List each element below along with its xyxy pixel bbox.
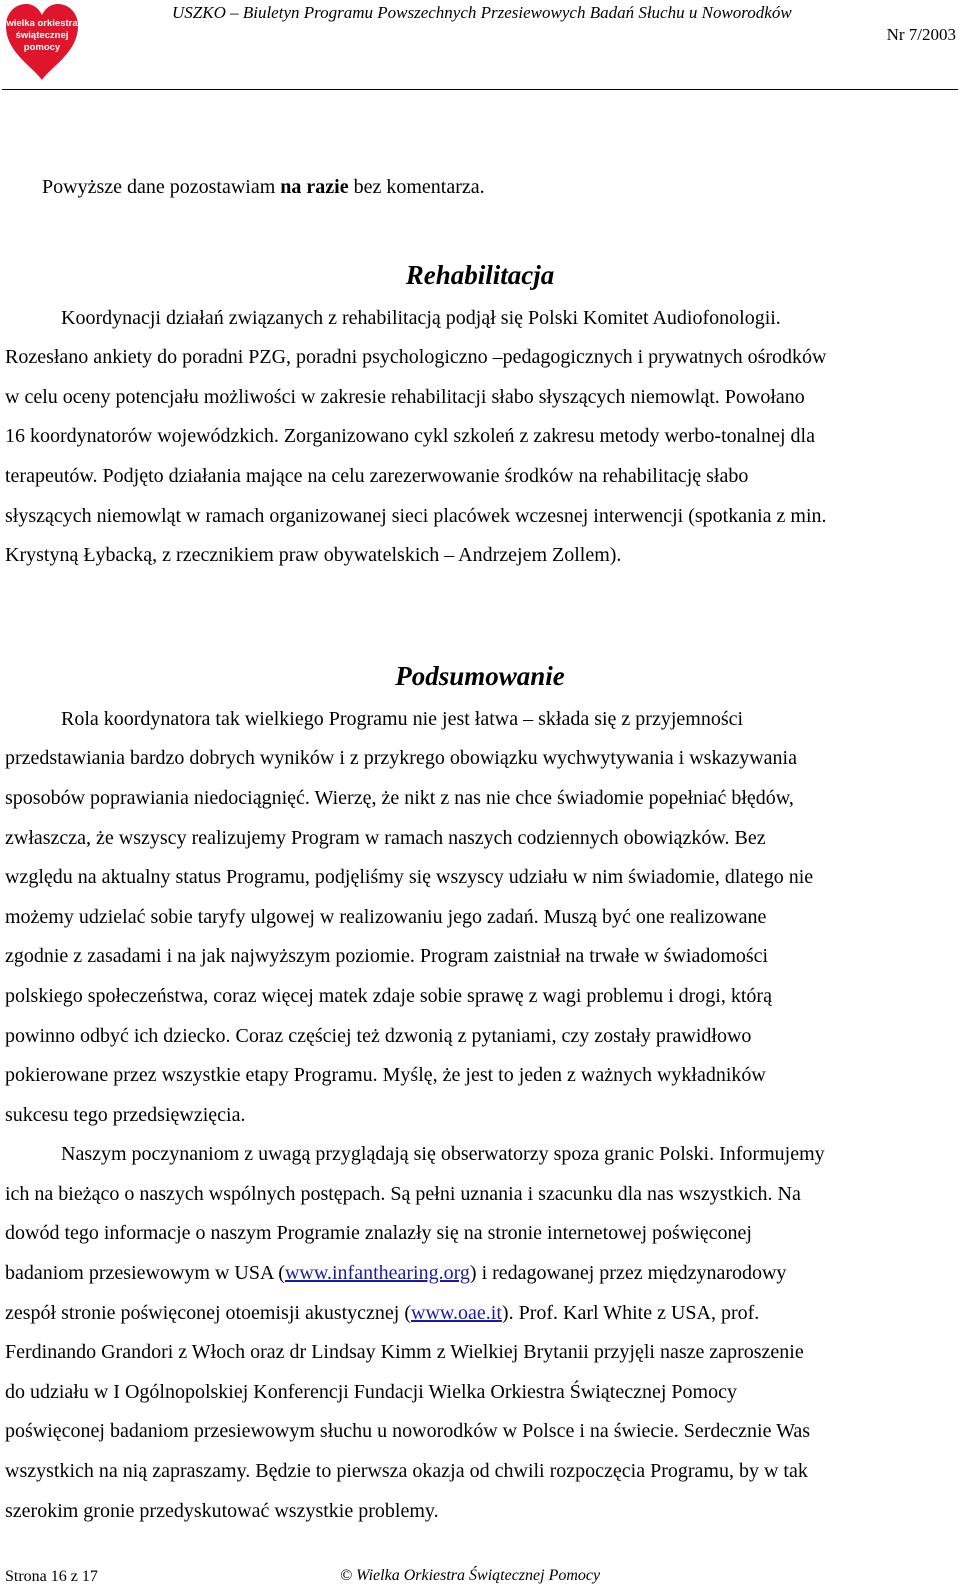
- spacer: [5, 576, 955, 652]
- intro-text-post: bez komentarza.: [348, 176, 485, 198]
- summary-line: wszystkich na nią zapraszamy. Będzie to pierwsza okazja od chwili rozpoczęcia Programu, by w tak: [5, 1460, 808, 1483]
- page-number: Strona 16 z 17: [5, 1568, 98, 1585]
- logo-line-2: świątecznej: [15, 30, 69, 41]
- rehab-line: 16 koordynatorów wojewódzkich. Zorganizowano cykl szkoleń z zakresu metody werbo-tonalnej dla: [5, 425, 815, 448]
- text-fragment: ) i redagowanej przez międzynarodowy: [469, 1262, 787, 1285]
- summary-line: do udziału w I Ogólnopolskiej Konferencji Fundacji Wielka Orkiestra Świątecznej Pomocy: [5, 1380, 737, 1403]
- summary-line: zwłaszcza, że wszyscy realizujemy Program w ramach naszych codziennych obowiązków. Bez: [5, 826, 766, 849]
- text-fragment: ). Prof. Karl White z USA, prof.: [501, 1301, 760, 1324]
- summary-line: polskiego społeczeństwa, coraz więcej matek zdaje sobie sprawę z wagi problemu i drogi, którą: [5, 984, 772, 1007]
- section-heading-rehabilitacja: Rehabilitacja: [405, 259, 555, 290]
- issue-number: Nr 7/2003: [886, 25, 956, 44]
- intro-paragraph: [5, 168, 955, 208]
- text-fragment: zespół stronie poświęconej otoemisji akustycznej (: [5, 1301, 412, 1324]
- header-divider: [2, 89, 958, 90]
- logo-line-3: pomocy: [23, 42, 61, 53]
- summary-line: Rola koordynatora tak wielkiego Programu nie jest łatwa – składa się z przyjemności: [61, 707, 744, 730]
- rehab-line: Krystyną Łybacką, z rzecznikiem praw obywatelskich – Andrzejem Zollem).: [5, 544, 622, 567]
- text-fragment: badaniom przesiewowym w USA (: [5, 1262, 285, 1285]
- rehab-line: Rozesłano ankiety do poradni PZG, poradni psychologiczno –pedagogicznych i prywatnych ośrodków: [5, 346, 827, 369]
- summary-line: poświęconej badaniom przesiewowym słuchu u noworodków w Polsce i na świecie. Serdecznie Was: [5, 1420, 811, 1443]
- link-infanthearing[interactable]: www.infanthearing.org: [284, 1262, 470, 1285]
- summary-line: [5, 1294, 955, 1334]
- summary-line: sposobów poprawiania niedociągnięć. Wierzę, że nikt z nas nie chce świadomie popełniać błędów,: [5, 786, 794, 809]
- rehab-line: w celu oceny potencjału możliwości w zakresie rehabilitacji słabo słyszących niemowląt. Powołano: [5, 385, 805, 408]
- summary-line: względu na aktualny status Programu, podjęliśmy się wszyscy udziału w nim świadomie, dlatego nie: [5, 866, 814, 889]
- intro-text-bold: na razie: [280, 176, 349, 198]
- summary-line: Ferdinando Grandori z Włoch oraz dr Lindsay Kimm z Wielkiej Brytanii przyjęli nasze zaproszenie: [5, 1341, 804, 1364]
- summary-line: dowód tego informacje o naszym Programie znalazły się na stronie internetowej poświęconej: [5, 1222, 752, 1245]
- summary-line: możemy udzielać sobie taryfy ulgowej w realizowaniu jego zadań. Muszą być one realizowane: [5, 905, 767, 928]
- summary-line: Naszym poczynaniom z uwagą przyglądają się obserwatorzy spoza granic Polski. Informujemy: [61, 1143, 825, 1166]
- summary-line: szerokim gronie przedyskutować wszystkie problemy.: [5, 1499, 439, 1522]
- summary-line: ich na bieżąco o naszych wspólnych postępach. Są pełni uznania i szacunku dla nas wszystkich. Na: [5, 1182, 801, 1205]
- link-oae[interactable]: www.oae.it: [411, 1301, 502, 1324]
- summary-line: przedstawiania bardzo dobrych wyników i z przykrego obowiązku wychwytywania i wskazywania: [5, 747, 797, 770]
- summary-line: pokierowane przez wszystkie etapy Programu. Myślę, że jest to jeden z ważnych wykładników: [5, 1064, 766, 1087]
- logo-line-1: wielka orkiestra: [6, 18, 78, 29]
- summary-line: powinno odbyć ich dziecko. Coraz częściej też dzwonią z pytaniami, czy zostały prawidłowo: [5, 1024, 752, 1047]
- summary-line: zgodnie z zasadami i na jak najwyższym poziomie. Program zaistniał na trwałe w świadomości: [5, 945, 769, 968]
- rehab-line: terapeutów. Podjęto działania mające na celu zarezerwowanie środków na rehabilitację słabo: [5, 464, 749, 487]
- bulletin-title: USZKO – Biuletyn Programu Powszechnych Przesiewowych Badań Słuchu u Noworodków: [172, 3, 792, 22]
- summary-line: [5, 1254, 955, 1294]
- intro-text-pre: Powyższe dane pozostawiam: [42, 176, 281, 198]
- rehab-line: słyszących niemowląt w ramach organizowanej sieci placówek wczesnej interwencji (spotkania z min.: [5, 504, 827, 527]
- article-body: [5, 168, 955, 1531]
- spacer: [5, 208, 955, 251]
- rehab-line: Koordynacji działań związanych z rehabilitacją podjął się Polski Komitet Audiofonologii.: [61, 306, 781, 329]
- footer-copyright: © Wielka Orkiestra Świątecznej Pomocy: [340, 1567, 601, 1584]
- page-header: [0, 0, 960, 92]
- heart-logo-icon: [4, 2, 80, 82]
- section-heading-podsumowanie: Podsumowanie: [395, 660, 565, 691]
- summary-line: sukcesu tego przedsięwzięcia.: [5, 1103, 246, 1126]
